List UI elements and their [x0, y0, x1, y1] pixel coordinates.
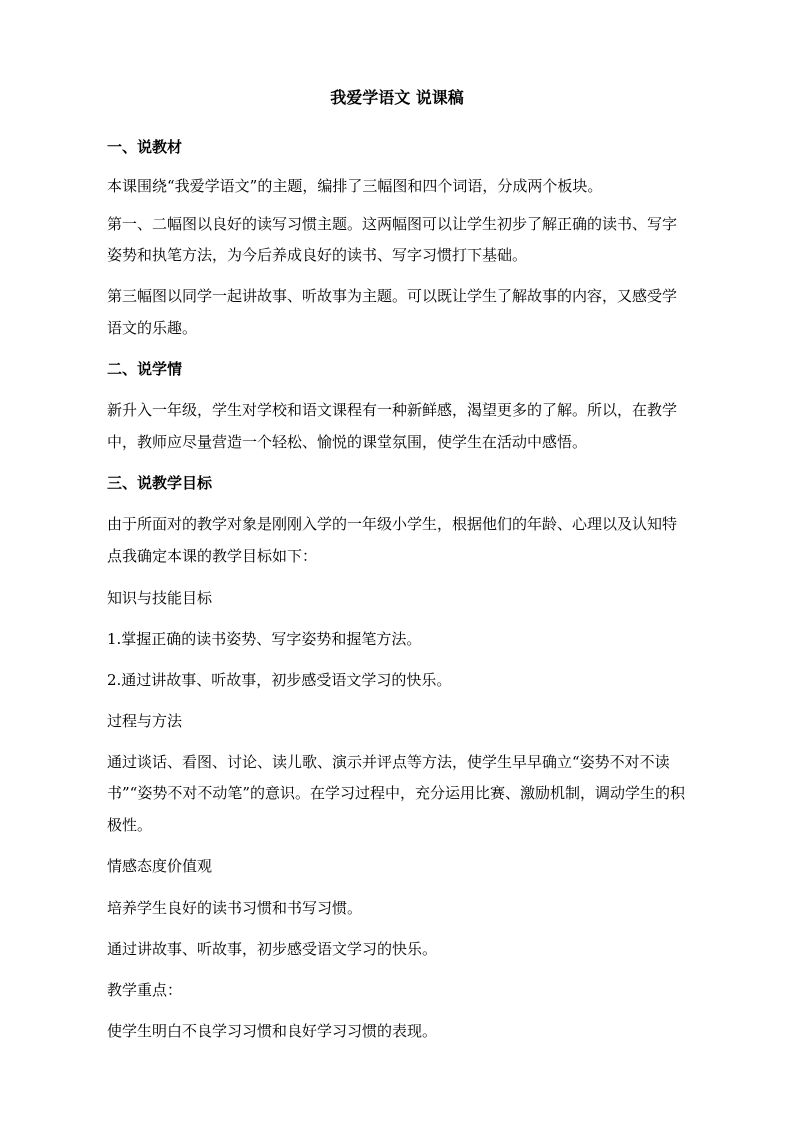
paragraph-line: 新升入一年级，学生对学校和语文课程有一种新鲜感，渴望更多的了解。所以，在教学	[107, 401, 678, 419]
paragraph-line: 中，教师应尽量营造一个轻松、愉悦的课堂氛围，使学生在活动中感悟。	[107, 433, 588, 451]
paragraph-line: 由于所面对的教学对象是刚刚入学的一年级小学生，根据他们的年龄、心理以及认知特	[107, 515, 678, 533]
section-heading-student-analysis: 二、说学情	[107, 360, 183, 378]
list-item: 2.通过讲故事、听故事，初步感受语文学习的快乐。	[107, 671, 452, 689]
paragraph-line: 培养学生良好的读书习惯和书写习惯。	[107, 899, 363, 917]
subheading-knowledge-skills: 知识与技能目标	[107, 589, 213, 607]
paragraph-line: 姿势和执笔方法，为今后养成良好的读书、写字习惯打下基础。	[107, 246, 528, 264]
paragraph-line: 点我确定本课的教学目标如下：	[107, 547, 318, 565]
paragraph-line: 极性。	[107, 816, 153, 834]
section-heading-teaching-goals: 三、说教学目标	[107, 474, 213, 492]
subheading-teaching-focus: 教学重点：	[107, 981, 183, 999]
paragraph-line: 第三幅图以同学一起讲故事、听故事为主题。可以既让学生了解故事的内容，又感受学	[107, 287, 678, 305]
paragraph-line: 通过谈话、看图、讨论、读儿歌、演示并评点等方法，使学生早早确立“姿势不对不读	[107, 753, 670, 771]
list-item: 1.掌握正确的读书姿势、写字姿势和握笔方法。	[107, 630, 422, 648]
document-title: 我爱学语文 说课稿	[330, 88, 464, 107]
paragraph-line: 书”“姿势不对不动笔”的意识。在学习过程中，充分运用比赛、激励机制，调动学生的积	[107, 784, 686, 802]
paragraph-line: 本课围绕“我爱学语文”的主题，编排了三幅图和四个词语，分成两个板块。	[107, 177, 603, 195]
paragraph-line: 第一、二幅图以良好的读写习惯主题。这两幅图可以让学生初步了解正确的读书、写字	[107, 215, 678, 233]
paragraph-line: 通过讲故事、听故事，初步感受语文学习的快乐。	[107, 940, 438, 958]
section-heading-teaching-material: 一、说教材	[107, 138, 183, 156]
paragraph-line: 使学生明白不良学习习惯和良好学习习惯的表现。	[107, 1022, 438, 1040]
paragraph-line: 语文的乐趣。	[107, 319, 198, 337]
subheading-process-methods: 过程与方法	[107, 712, 183, 730]
subheading-emotional-values: 情感态度价值观	[107, 857, 213, 875]
